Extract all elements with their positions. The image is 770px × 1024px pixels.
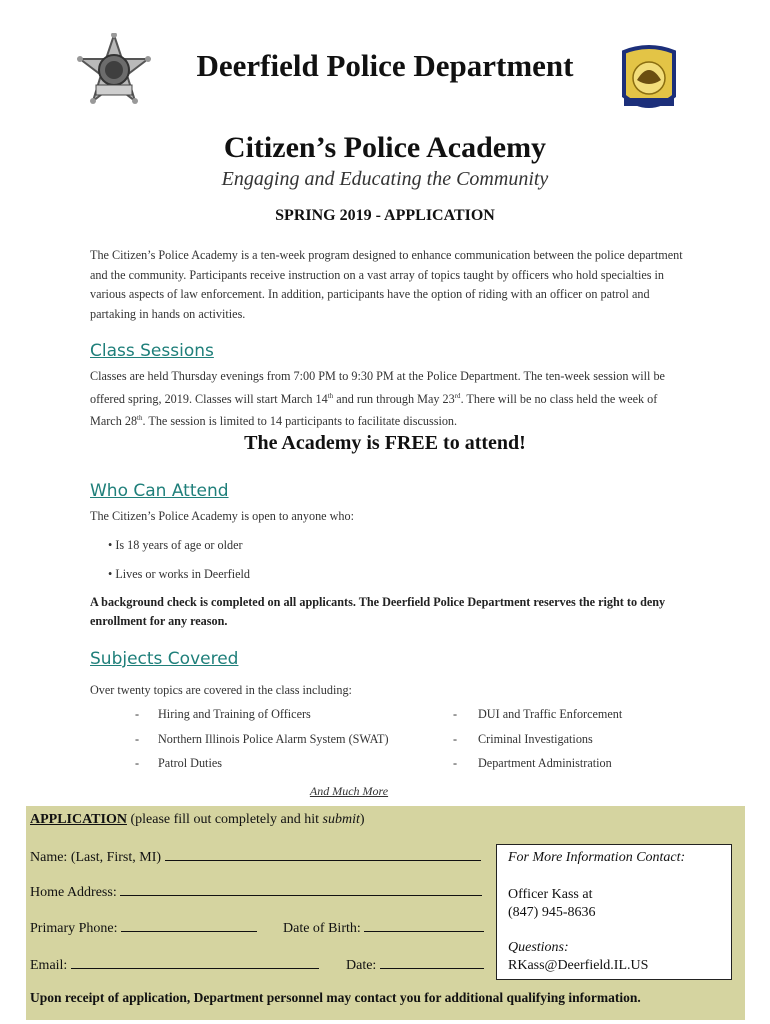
phone-label: Primary Phone: [30,921,118,936]
name-field[interactable] [30,848,481,866]
name-label: Name: (Last, First, MI) [30,850,162,865]
who-can-attend-heading: Who Can Attend [90,481,229,501]
address-field[interactable] [30,883,482,901]
subjects-covered-heading: Subjects Covered [90,649,239,669]
phone-input[interactable] [121,919,257,932]
list-item: Northern Illinois Police Alarm System (SWAT) [158,732,389,746]
who-can-attend-intro: The Citizen’s Police Academy is open to anyone who: [90,509,355,523]
email-field[interactable] [30,956,319,974]
dash-bullet: - [453,707,458,721]
email-label: Email: [30,958,68,973]
list-item: Department Administration [478,756,612,770]
address-input[interactable] [120,883,482,896]
contact-phone: (847) 945-8636 [508,905,596,920]
dob-field[interactable] [283,919,484,937]
dash-bullet: - [453,756,458,770]
list-item: Patrol Duties [158,756,222,770]
contact-title: For More Information Contact: [508,850,686,865]
list-item: Hiring and Training of Officers [158,707,311,721]
background-check-notice: A background check is completed on all applicants. The Deerfield Police Department reserves the right to deny enrollment for any reason. [90,595,666,628]
email-input[interactable] [71,956,319,969]
dash-bullet: - [135,732,140,746]
class-sessions-paragraph: Classes are held Thursday evenings from 7:00 PM to 9:30 PM at the Police Department. The ten-week session will be offered spring, 2019. Classes will start March 14th and run through May 23rd. There will be no class held the week of March 28th. The session is limited to 14 participants to facilitate discussion. [90,369,665,429]
class-sessions-heading: Class Sessions [90,341,214,361]
contact-email-link[interactable]: RKass@Deerfield.IL.US [508,958,649,973]
dash-bullet: - [135,756,140,770]
application-heading: APPLICATION (please fill out completely and hit submit) [30,812,365,827]
and-much-more: And Much More [309,784,389,798]
name-input[interactable] [165,848,481,861]
department-title: Deerfield Police Department [196,48,574,83]
dash-bullet: - [453,732,458,746]
dob-input[interactable] [364,919,484,932]
tagline: Engaging and Educating the Community [221,168,549,190]
application-term: SPRING 2019 - APPLICATION [275,207,495,224]
phone-field[interactable] [30,919,257,937]
date-label: Date: [346,958,377,973]
dash-bullet: - [135,707,140,721]
contact-questions: Questions: [508,940,569,955]
list-item: • Is 18 years of age or older [108,538,243,552]
subjects-intro: Over twenty topics are covered in the class including: [90,683,352,697]
address-label: Home Address: [30,885,117,900]
contact-officer: Officer Kass at [508,887,593,902]
date-input[interactable] [380,956,484,969]
list-item: • Lives or works in Deerfield [108,567,251,581]
receipt-notice: Upon receipt of application, Department personnel may contact you for additional qualifying information. [30,990,641,1005]
list-item: DUI and Traffic Enforcement [478,707,623,721]
intro-paragraph: The Citizen’s Police Academy is a ten-week program designed to enhance communication between the police department and the community. Participants receive instruction on a vast array of topics taught by officers who hold specialties in various aspects of law enforcement. In addition, participants have the option of riding with an officer on patrol and partaking in hands on activities. [90,248,683,321]
list-item: Criminal Investigations [478,732,593,746]
dob-label: Date of Birth: [283,921,361,936]
free-banner: The Academy is FREE to attend! [244,432,526,454]
page-title: Citizen’s Police Academy [223,131,547,164]
date-field[interactable] [346,956,484,974]
